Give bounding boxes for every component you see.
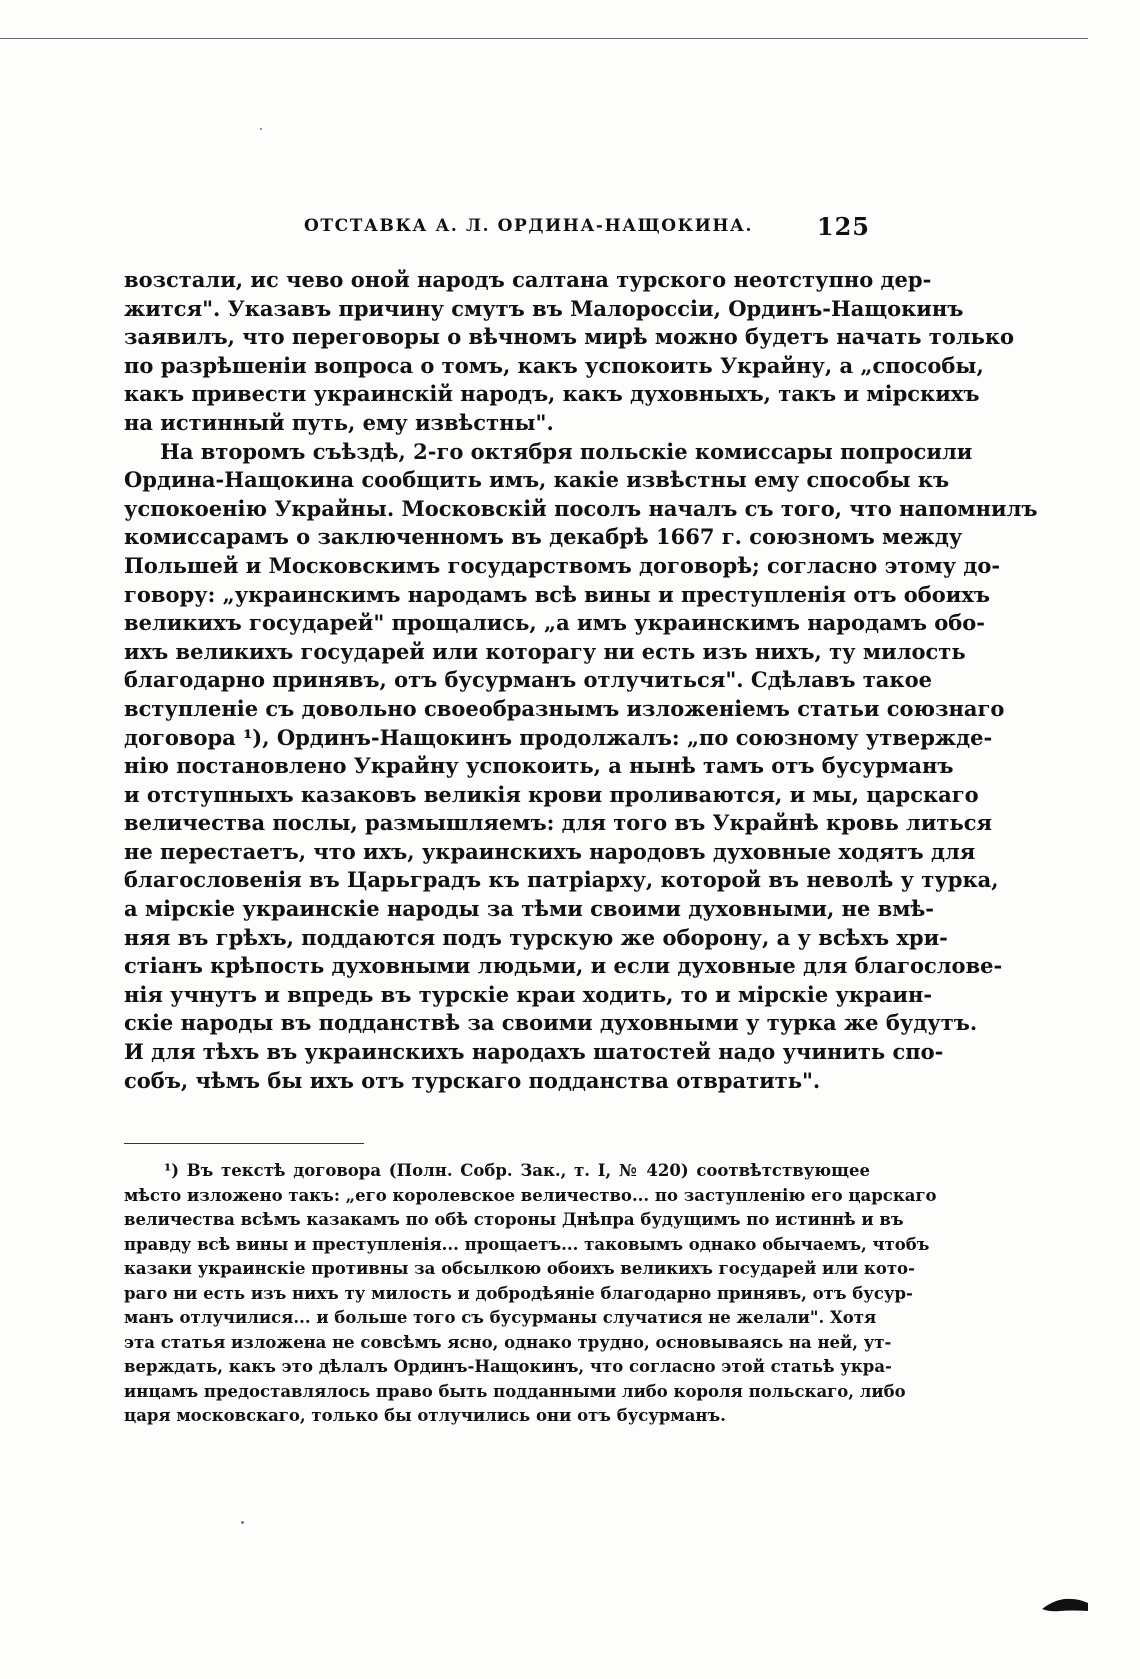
text-line: какъ привести украинскій народъ, какъ духовныхъ, такъ и мірскихъ [124, 381, 980, 407]
page-header [304, 212, 870, 242]
scan-speck [241, 1521, 244, 1524]
text-line: и отступныхъ казаковъ великія крови проливаются, и мы, царскаго [124, 781, 979, 807]
footnote-line: эта статья изложена не совсѣмъ ясно, однако трудно, основываясь на ней, ут- [124, 1332, 892, 1352]
footnote [124, 1159, 937, 1429]
footnote-line: казаки украинскіе противны за обсылкою обоихъ великихъ государей или кото- [124, 1259, 915, 1278]
text-line: великихъ государей" прощались, „а имъ украинскимъ народамъ обо- [124, 610, 985, 636]
scan-speck [260, 128, 262, 130]
text-line: благодарно принявъ, отъ бусурманъ отлучиться". Сдѣлавъ такое [124, 667, 932, 693]
text-line: успокоенію Украйны. Московскій посолъ началъ съ того, что напомнилъ [124, 495, 1038, 521]
footnote-line: мѣсто изложено такъ: „его королевское величество... по заступленію его царскаго [124, 1185, 937, 1205]
text-line: вступленіе съ довольно своеобразнымъ изложеніемъ статьи союзнаго [124, 695, 1005, 721]
text-line: говору: „украинскимъ народамъ всѣ вины и преступленія отъ обоихъ [124, 581, 990, 607]
footnote-line: инцамъ предоставлялось право быть подданными либо короля польскаго, либо [124, 1381, 906, 1401]
footnote-line: манъ отлучилися... и больше того съ бусурманы случатися не желали". Хотя [124, 1308, 877, 1327]
text-line: а мірскіе украинскіе народы за тѣми своими духовными, не вмѣ- [124, 896, 934, 922]
scan-edge-mark [1042, 1597, 1088, 1613]
text-line: нія учнутъ и впредь въ турскіе краи ходить, то и мірскіе украин- [124, 981, 933, 1007]
text-line: И для тѣхъ въ украинскихъ народахъ шатостей надо учинить спо- [124, 1039, 944, 1065]
text-line: ихъ великихъ государей или которагу ни есть изъ нихъ, ту милость [124, 638, 966, 664]
page-number: 125 [816, 212, 870, 241]
text-line: жится". Указавъ причину смутъ въ Малороссіи, Ординъ-Нащокинъ [124, 295, 964, 321]
footnote-line: правду всѣ вины и преступленія... прощаетъ... таковымъ однако обычаемъ, чтобъ [124, 1234, 930, 1254]
text-line: по разрѣшеніи вопроса о томъ, какъ успокоить Украйну, а „способы, [124, 352, 984, 378]
text-line: скіе народы въ подданствѣ за своими духовными у турка же будутъ. [124, 1010, 978, 1036]
footnote-separator [124, 1143, 364, 1144]
text-line: величества послы, размышляемъ: для того въ Украйнѣ кровь литься [124, 810, 992, 836]
text-line: благословенія въ Царьградъ къ патріарху, которой въ неволѣ у турка, [124, 867, 999, 893]
footnote-line: царя московскаго, только бы отлучились они отъ бусурманъ. [124, 1406, 726, 1425]
text-line: комиссарамъ о заключенномъ въ декабрѣ 1667 г. союзномъ между [124, 524, 963, 550]
text-line: нію постановлено Украйну успокоить, а нынѣ тамъ отъ бусурманъ [124, 753, 954, 779]
footnote-line: ¹) Въ текстѣ договора (Полн. Собр. Зак., т. I, № 420) соотвѣтствующее [164, 1161, 870, 1180]
text-line: договора ¹), Ординъ-Нащокинъ продолжалъ: „по союзному утвержде- [124, 724, 993, 750]
text-line: заявилъ, что переговоры о вѣчномъ мирѣ можно будетъ начать только [124, 324, 1015, 350]
running-head: ОТСТАВКА А. Л. ОРДИНА-НАЩОКИНА. [304, 216, 754, 236]
text-line: собъ, чѣмъ бы ихъ отъ турскаго подданства отвратить". [124, 1067, 821, 1093]
text-line: не перестаетъ, что ихъ, украинскихъ народовъ духовные ходятъ для [124, 838, 976, 864]
text-line: няя въ грѣхъ, поддаются подъ турскую же оборону, а у всѣхъ хри- [124, 924, 948, 950]
text-line: на истинный путь, ему извѣстны". [124, 409, 554, 435]
text-line: На второмъ съѣздѣ, 2-го октября польскіе комиссары попросили [160, 438, 973, 464]
text-line: Польшей и Московскимъ государствомъ договорѣ; согласно этому до- [124, 552, 1001, 578]
body-text [124, 266, 1038, 1095]
footnote-line: величества всѣмъ казакамъ по обѣ стороны Днѣпра будущимъ по истиннѣ и въ [124, 1210, 904, 1229]
footnote-line: верждать, какъ это дѣлалъ Ординъ-Нащокинъ, что согласно этой статьѣ укра- [124, 1357, 892, 1376]
text-line: возстали, ис чево оной народъ салтана турского неотступно дер- [124, 267, 932, 292]
text-line: Ордина-Нащокина сообщить имъ, какіе извѣстны ему способы къ [124, 467, 950, 493]
top-rule [0, 38, 1088, 39]
text-line: стіанъ крѣпость духовными людьми, и если духовные для благослове- [124, 953, 1003, 979]
footnote-line: раго ни есть изъ нихъ ту милость и добродѣяніе благодарно принявъ, отъ бусур- [124, 1283, 913, 1303]
